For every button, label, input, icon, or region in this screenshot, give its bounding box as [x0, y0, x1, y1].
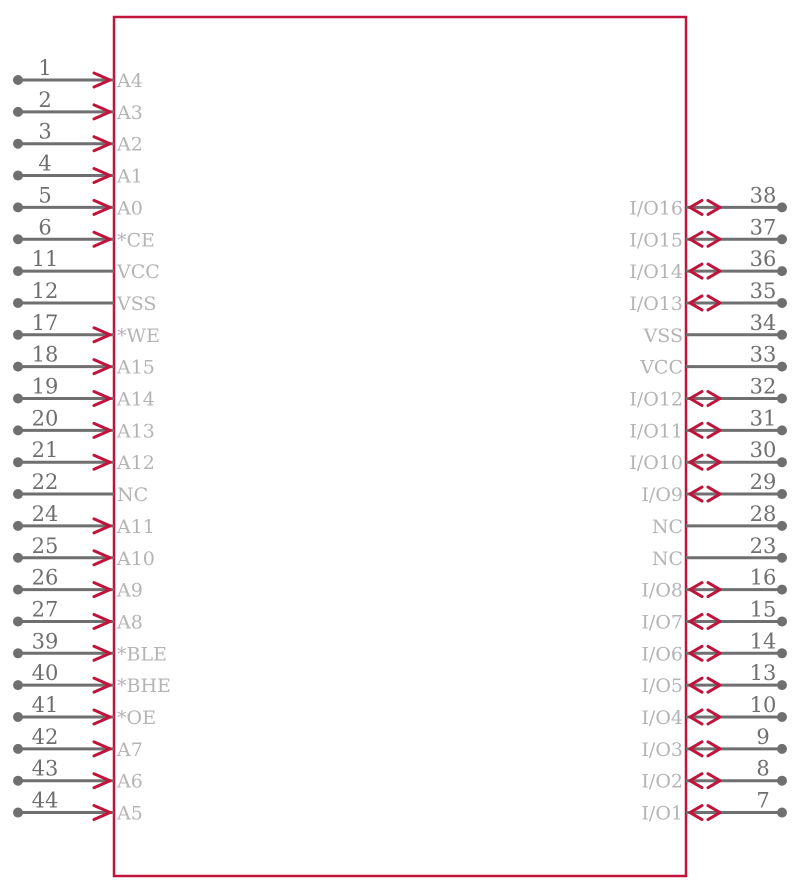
pin-3	[13, 120, 143, 156]
pin-endpoint-dot	[13, 712, 23, 722]
pin-number: 32	[749, 374, 777, 399]
pin-endpoint-dot	[777, 425, 787, 435]
pin-name: I/O7	[641, 611, 683, 634]
pin-name: I/O14	[629, 261, 683, 284]
pin-name: VCC	[640, 356, 683, 379]
pin-endpoint-dot	[777, 362, 787, 372]
pin-name: I/O5	[641, 675, 683, 698]
pin-name: A12	[117, 452, 155, 475]
pin-number: 9	[756, 724, 770, 749]
pin-endpoint-dot	[13, 521, 23, 531]
pin-number: 19	[31, 374, 59, 399]
pin-number: 22	[31, 470, 59, 495]
pin-endpoint-dot	[13, 776, 23, 786]
pin-endpoint-dot	[777, 744, 787, 754]
pin-endpoint-dot	[777, 266, 787, 276]
pin-number: 43	[31, 756, 59, 781]
pin-name: A0	[117, 197, 143, 220]
right-pin-group	[629, 183, 787, 824]
pin-number: 36	[749, 247, 777, 272]
pin-endpoint-dot	[777, 489, 787, 499]
pin-name: A11	[117, 515, 155, 538]
pin-number: 30	[749, 438, 777, 463]
pin-endpoint-dot	[13, 457, 23, 467]
pin-name: I/O15	[629, 229, 683, 252]
pin-number: 33	[749, 342, 777, 367]
pin-endpoint-dot	[13, 585, 23, 595]
pin-number: 23	[749, 533, 777, 558]
pin-32	[629, 375, 787, 411]
pin-23	[652, 534, 787, 570]
pin-name: *CE	[117, 229, 155, 252]
pin-number: 13	[749, 661, 777, 686]
pin-10	[641, 693, 787, 729]
pin-endpoint-dot	[777, 616, 787, 626]
pin-number: 34	[749, 310, 777, 335]
pin-16	[641, 566, 787, 602]
pin-21	[13, 438, 155, 474]
pin-endpoint-dot	[13, 680, 23, 690]
pin-number: 40	[31, 661, 59, 686]
pin-name: *OE	[117, 707, 156, 729]
pin-22	[13, 470, 148, 506]
pin-endpoint-dot	[13, 808, 23, 818]
pin-name: A8	[117, 611, 143, 634]
pin-30	[629, 438, 787, 474]
pin-number: 14	[749, 629, 777, 654]
pin-endpoint-dot	[13, 171, 23, 181]
pin-number: 29	[749, 470, 777, 495]
pin-44	[13, 789, 143, 825]
pin-name: I/O3	[641, 738, 683, 761]
pin-name: A2	[117, 133, 143, 156]
pin-13	[641, 661, 787, 697]
pin-endpoint-dot	[13, 744, 23, 754]
pin-number: 8	[756, 756, 770, 781]
pin-name: I/O10	[629, 452, 683, 475]
pin-endpoint-dot	[13, 75, 23, 85]
pin-name: A5	[117, 802, 143, 825]
pin-number: 4	[38, 151, 52, 176]
pin-33	[639, 343, 787, 379]
pin-endpoint-dot	[13, 616, 23, 626]
pin-34	[643, 311, 787, 347]
pin-4	[13, 152, 143, 188]
pin-name: I/O1	[641, 802, 683, 825]
pin-42	[13, 725, 143, 761]
pin-name: *WE	[117, 324, 160, 347]
pin-endpoint-dot	[777, 298, 787, 308]
pin-name: *BHE	[117, 675, 171, 698]
pin-17	[13, 311, 160, 347]
pin-name: A1	[117, 165, 143, 188]
pin-name: A10	[117, 547, 155, 570]
pin-39	[13, 629, 167, 665]
pin-endpoint-dot	[777, 521, 787, 531]
pin-number: 26	[31, 565, 59, 590]
pin-endpoint-dot	[13, 139, 23, 149]
pin-24	[13, 502, 155, 538]
component-body	[114, 17, 686, 876]
pin-name: VSS	[643, 324, 683, 347]
pin-25	[13, 534, 155, 570]
pin-number: 44	[31, 788, 59, 813]
pin-12	[13, 279, 156, 315]
pin-endpoint-dot	[777, 330, 787, 340]
pin-40	[13, 661, 171, 697]
pin-name: VSS	[117, 292, 157, 315]
pin-number: 28	[749, 501, 777, 526]
pin-endpoint-dot	[777, 712, 787, 722]
pin-number: 35	[749, 278, 777, 303]
pin-name: A4	[117, 70, 143, 92]
pin-number: 37	[749, 215, 777, 240]
pin-name: I/O12	[629, 388, 683, 411]
pin-6	[13, 215, 155, 251]
pin-number: 2	[38, 87, 52, 112]
left-pin-group	[13, 56, 171, 825]
pin-endpoint-dot	[777, 680, 787, 690]
pin-name: I/O2	[641, 770, 683, 793]
pin-endpoint-dot	[777, 234, 787, 244]
pin-20	[13, 406, 155, 442]
pin-endpoint-dot	[777, 585, 787, 595]
pin-number: 6	[38, 215, 52, 240]
pin-number: 1	[38, 56, 52, 80]
pin-endpoint-dot	[777, 808, 787, 818]
pin-name: A13	[117, 420, 155, 443]
pin-name: I/O11	[629, 420, 683, 443]
pin-name: I/O13	[629, 292, 683, 315]
pin-number: 24	[31, 501, 59, 526]
pin-number: 11	[31, 247, 59, 272]
pin-1	[13, 56, 143, 92]
pin-name: I/O6	[641, 643, 683, 666]
pin-number: 38	[749, 183, 777, 208]
pin-7	[641, 789, 787, 825]
pin-number: 42	[31, 724, 59, 749]
pin-endpoint-dot	[13, 425, 23, 435]
pin-number: 12	[31, 278, 59, 303]
pin-number: 10	[749, 693, 777, 717]
pin-37	[629, 215, 787, 251]
pin-endpoint-dot	[13, 234, 23, 244]
pin-endpoint-dot	[777, 394, 787, 404]
pin-name: I/O8	[641, 579, 683, 602]
pin-number: 7	[756, 788, 770, 813]
pin-number: 18	[31, 342, 59, 367]
pin-number: 16	[749, 565, 777, 590]
pin-endpoint-dot	[13, 107, 23, 117]
pin-name: I/O9	[641, 484, 683, 507]
pin-43	[13, 757, 143, 793]
pin-number: 15	[749, 597, 777, 622]
pin-name: A9	[117, 579, 143, 602]
pin-name: I/O16	[629, 197, 683, 220]
pin-name: VCC	[117, 261, 160, 284]
pin-endpoint-dot	[13, 266, 23, 276]
pin-31	[629, 406, 787, 442]
pin-endpoint-dot	[13, 362, 23, 372]
pin-endpoint-dot	[777, 457, 787, 467]
pin-name: NC	[651, 515, 683, 538]
pin-18	[13, 343, 155, 379]
pin-name: NC	[651, 547, 683, 570]
pin-2	[13, 88, 143, 124]
pin-27	[13, 597, 143, 633]
pin-name: NC	[117, 484, 149, 507]
pin-endpoint-dot	[13, 394, 23, 404]
pin-35	[629, 279, 787, 315]
pin-number: 3	[38, 119, 52, 144]
pin-name: A14	[117, 388, 155, 411]
pin-name: A3	[117, 101, 143, 124]
pin-number: 21	[31, 438, 59, 463]
pin-41	[13, 693, 156, 729]
pin-number: 41	[31, 693, 59, 717]
pin-14	[641, 629, 787, 665]
pin-endpoint-dot	[13, 330, 23, 340]
pin-number: 39	[31, 629, 59, 654]
pin-number: 17	[31, 310, 59, 335]
pin-endpoint-dot	[13, 553, 23, 563]
pin-11	[13, 247, 160, 283]
pin-8	[641, 757, 787, 793]
pin-38	[629, 183, 787, 219]
pin-endpoint-dot	[13, 648, 23, 658]
pin-5	[13, 183, 143, 219]
pin-name: A6	[117, 770, 143, 793]
pin-endpoint-dot	[13, 298, 23, 308]
pin-name: A15	[117, 356, 155, 379]
pin-26	[13, 566, 143, 602]
pin-endpoint-dot	[777, 648, 787, 658]
pin-19	[13, 375, 155, 411]
pin-endpoint-dot	[13, 489, 23, 499]
pin-endpoint-dot	[13, 202, 23, 212]
pin-endpoint-dot	[777, 776, 787, 786]
pin-endpoint-dot	[777, 553, 787, 563]
pin-name: A7	[117, 738, 143, 761]
pin-name: *BLE	[117, 643, 167, 666]
pin-number: 20	[31, 406, 59, 431]
pin-15	[641, 597, 787, 633]
pin-name: I/O4	[641, 707, 683, 729]
pin-28	[652, 502, 787, 538]
pin-29	[641, 470, 787, 506]
pin-36	[629, 247, 787, 283]
pin-number: 25	[31, 533, 59, 558]
pin-9	[641, 725, 787, 761]
pin-number: 27	[31, 597, 59, 622]
pin-number: 31	[749, 406, 777, 431]
pin-number: 5	[38, 183, 52, 208]
pin-endpoint-dot	[777, 202, 787, 212]
